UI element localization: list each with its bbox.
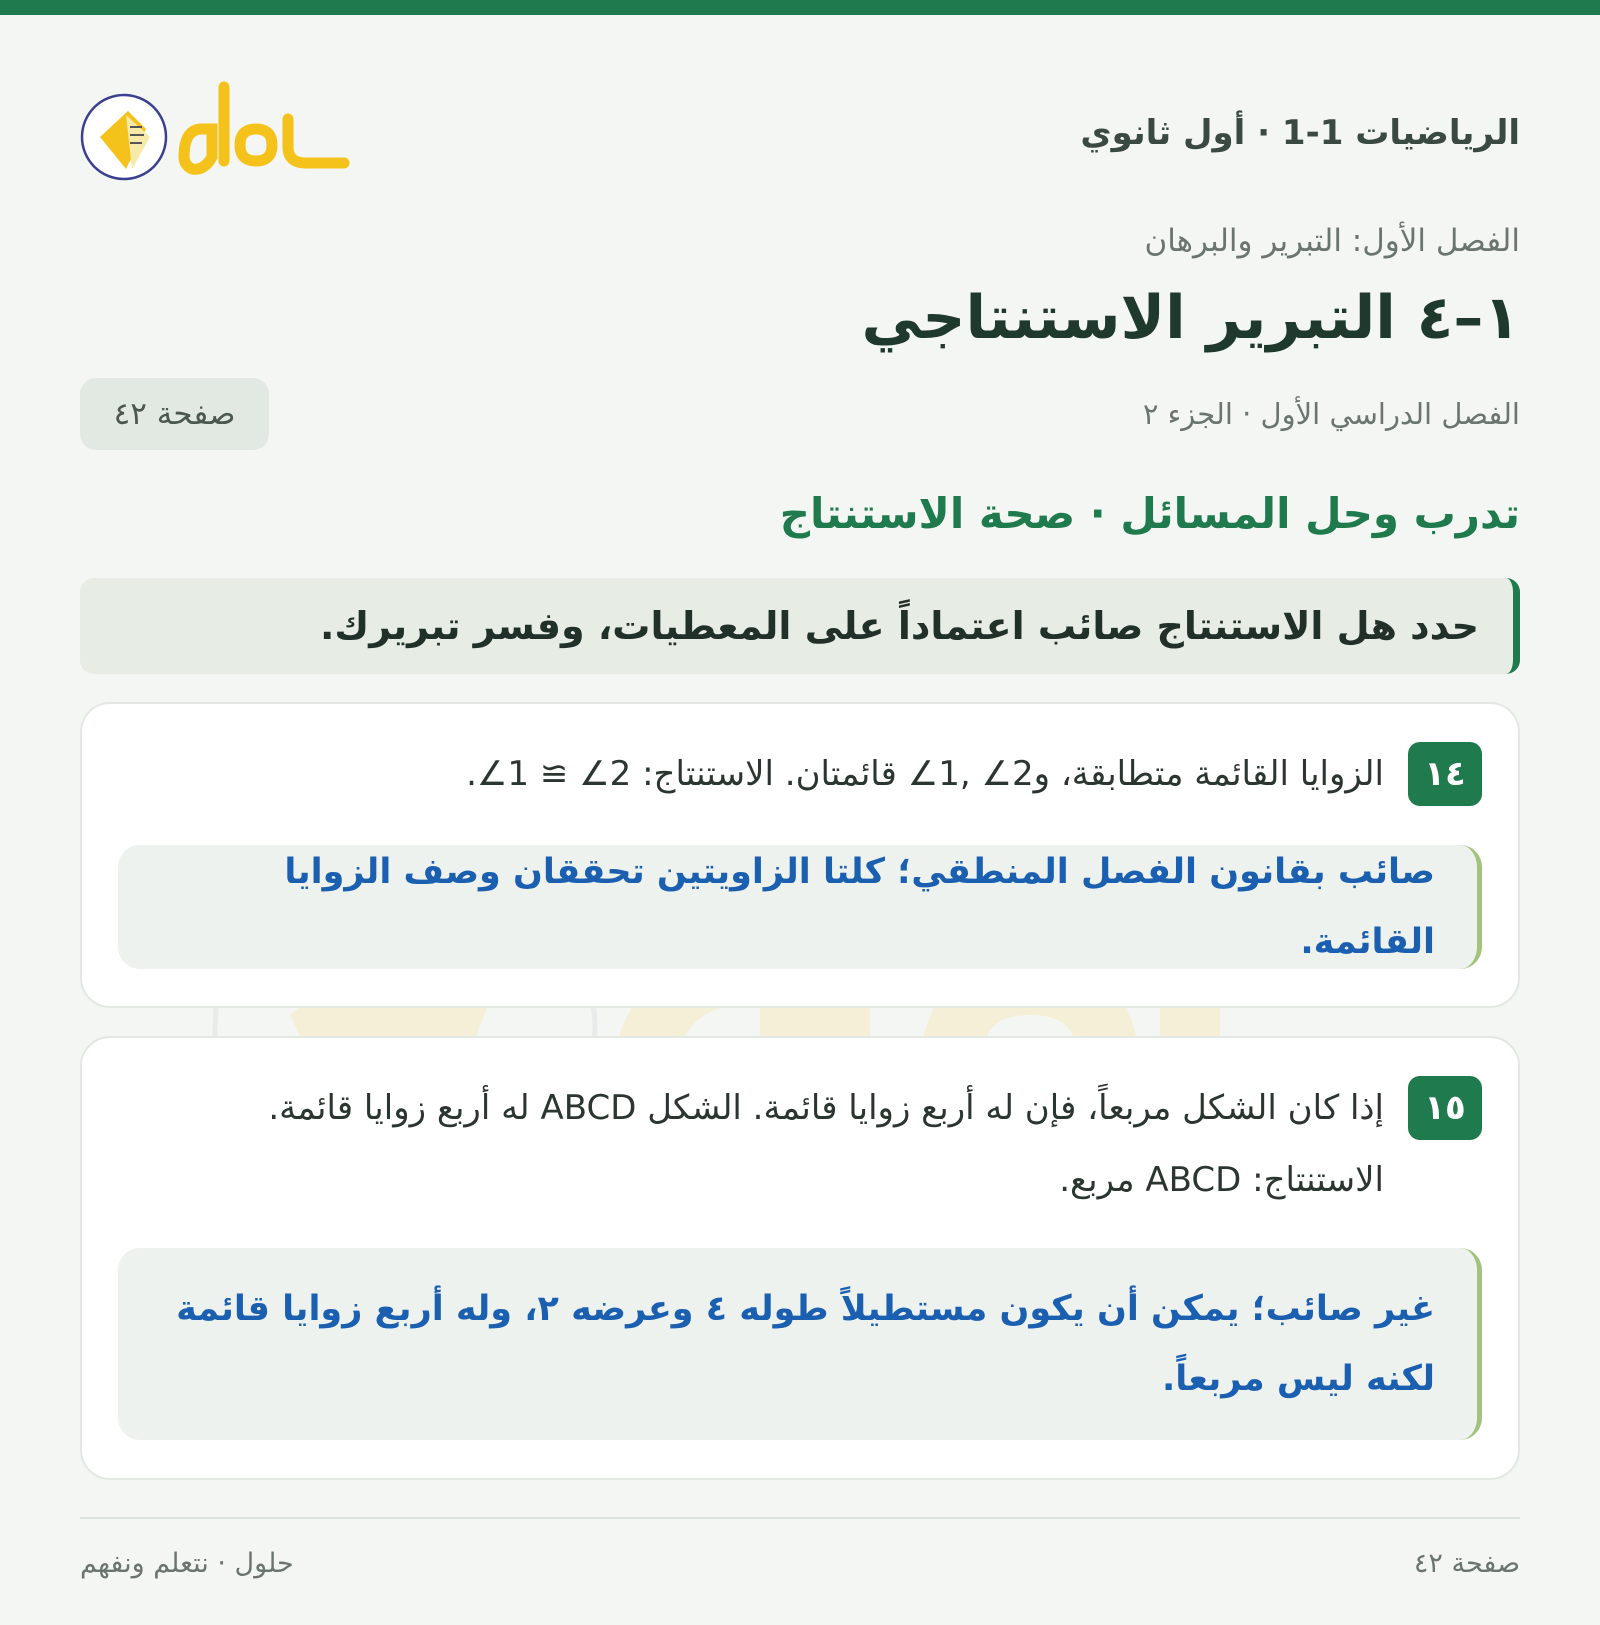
page-content (80, 15, 1520, 1625)
question-text: الزوايا القائمة متطابقة، و2∠ ,1∠ قائمتان. الاستنتاج: 2∠ ≅ 1∠. (466, 754, 1384, 794)
question-card (80, 1036, 1520, 1480)
page-badge: صفحة ٤٢ (80, 378, 269, 450)
footer-divider (80, 1517, 1520, 1519)
answer-box (118, 845, 1482, 969)
lesson-title: ١–٤ التبرير الاستنتاجي (861, 283, 1520, 353)
chapter-title: الفصل الأول: التبرير والبرهان (1144, 223, 1520, 259)
instruction-box: حدد هل الاستنتاج صائب اعتماداً على المعطيات، وفسر تبريرك. (80, 578, 1520, 674)
question-number: ١٥ (1408, 1076, 1482, 1140)
brand-logo[interactable] (80, 77, 360, 187)
footer-page-number: صفحة ٤٢ (1413, 1548, 1520, 1579)
answer-text: صائب بقانون الفصل المنطقي؛ كلتا الزاويتين تحققان وصف الزوايا القائمة. (284, 852, 1435, 962)
answer-box (118, 1248, 1482, 1440)
term-label: الفصل الدراسي الأول · الجزء ٢ (1142, 397, 1520, 431)
page-header (80, 77, 1520, 187)
footer-brand: حلول · نتعلم ونفهم (80, 1548, 294, 1579)
subject-label: الرياضيات 1-1 · أول ثانوي (1080, 113, 1520, 153)
question-text: إذا كان الشكل مربعاً، فإن له أربع زوايا قائمة. الشكل ABCD له أربع زوايا قائمة. الاستنتاج: ABCD مربع. (268, 1088, 1384, 1200)
question-card (80, 702, 1520, 1008)
answer-text: غير صائب؛ يمكن أن يكون مستطيلاً طوله ٤ وعرضه ٢، وله أربع زوايا قائمة لكنه ليس مربعاً. (176, 1289, 1435, 1399)
top-accent-bar (0, 0, 1600, 15)
question-number: ١٤ (1408, 742, 1482, 806)
section-heading: تدرب وحل المسائل · صحة الاستنتاج (779, 489, 1520, 538)
logo-icon (80, 77, 360, 187)
